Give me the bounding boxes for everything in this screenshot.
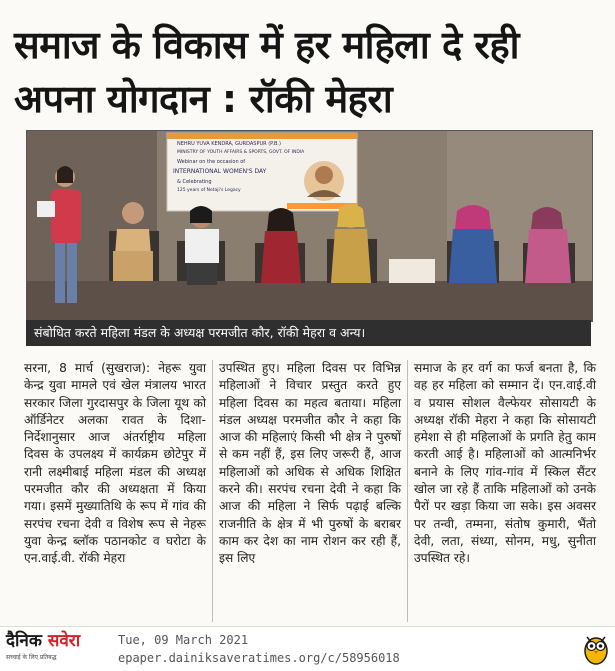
banner-line-1: NEHRU YUVA KENDRA, GURDASPUR (P.B.): [177, 141, 281, 147]
owl-icon: [583, 631, 609, 665]
dainik-savera-logo[interactable]: [6, 631, 102, 667]
article-body: [24, 360, 596, 622]
event-photo: [26, 130, 593, 322]
clipping-url[interactable]: epaper.dainiksaveratimes.org/c/58956018: [118, 651, 400, 665]
headline: समाज के विकास में हर महिला दे रही अपना योगदान : रॉकी मेहरा: [14, 23, 519, 121]
banner-line-5: & Celebrating: [177, 179, 212, 185]
event-photo-illustration: [27, 131, 592, 321]
epaper-footer: [0, 626, 615, 671]
column-divider: [407, 360, 408, 622]
article-column-2: [219, 360, 401, 568]
publication-date: Tue, 09 March 2021: [118, 633, 249, 647]
article-column-1: [24, 360, 206, 568]
banner-line-2: MINISTRY OF YOUTH AFFAIRS & SPORTS, GOVT. OF INDIA: [177, 150, 305, 155]
logo-tagline: सच्चाई के लिए प्रतिबद्ध: [6, 654, 57, 661]
column-divider: [212, 360, 213, 622]
photo-caption: संबोधित करते महिला मंडल के अध्यक्ष परमजीत कौर, रॉकी मेहरा व अन्य।: [26, 320, 591, 346]
article-column-3: [414, 360, 596, 568]
article-paragraph-2: उपस्थित हुए। महिला दिवस पर विभिन्न महिलाओं ने विचार प्रस्तुत करते हुए महिला दिवस का महत्व बताया। महिला मंडल अध्यक्ष परमजीत कौर ने कहा कि आज की महिलाएं किसी भी क्षेत्र ने पुरुषों से कम नहीं हैं, इस लिए जरूरी हैं, आज महिलाओं को अधिक से अधिक शिक्षित करने की। सरपंच रचना देवी ने कहा कि आज की महिला ने सिर्फ पढ़ाई बल्कि राजनीति के क्षेत्र में भी पुरुषों के बराबर काम कर देश का नाम रोशन कर रही हैं, इस लिए: [219, 361, 401, 566]
banner-line-6: 125 years of Netaji's Legacy: [177, 188, 241, 193]
banner-line-4: INTERNATIONAL WOMEN'S DAY: [173, 168, 267, 175]
banner-line-3: Webinar on the occasion of: [177, 159, 246, 165]
article-paragraph-1: सरना, 8 मार्च (सुखराज): नेहरू युवा केन्द्र युवा मामले एवं खेल मंत्रालय भारत सरकार जिला गुरदासपुर के जिला यूथ को ऑर्डिनेटर अलका रावत के दिशा-निर्देशानुसार आज अंतर्राष्ट्रीय महिला दिवस के उपलक्ष्य में कार्यक्रम छोटेपुर में रानी लक्ष्मीबाई महिला मंडल की अध्यक्ष परमजीत कौर की अध्यक्षता में किया गया। इसमें मुख्यातिथि के रूप में गांव की सरपंच रचना देवी व विशेष रूप से नेहरू युवा केन्द्र ब्लॉक पठानकोट व घरोटा के एन.वाई.वी. रॉकी मेहरा: [24, 361, 206, 566]
logo-word-savera: सवेरा: [47, 631, 81, 651]
article-paragraph-3: समाज के हर वर्ग का फर्ज बनता है, कि वह हर महिला को सम्मान दें। एन.वाई.वी व प्रयास सोशल वैल्फेयर सोसायटी के अध्यक्ष रॉकी मेहरा ने कहा कि सोसायटी हमेशा से ही महिलाओं के प्रगति हेतु काम करती आई है। महिलाओं को आत्मनिर्भर बनाने के लिए गांव-गांव में स्किल सैंटर खोल जा रहे हैं ताकि महिलाओं को उनके पैरों पर खड़ा किया जा सके। इस अवसर पर तन्वी, तम्मना, संतोष कुमारी, भैंतो देवी, लता, संध्या, सोनम, मधु, सुनीता उपस्थित रहे।: [414, 361, 596, 566]
logo-word-dainik: दैनिक: [6, 631, 48, 651]
